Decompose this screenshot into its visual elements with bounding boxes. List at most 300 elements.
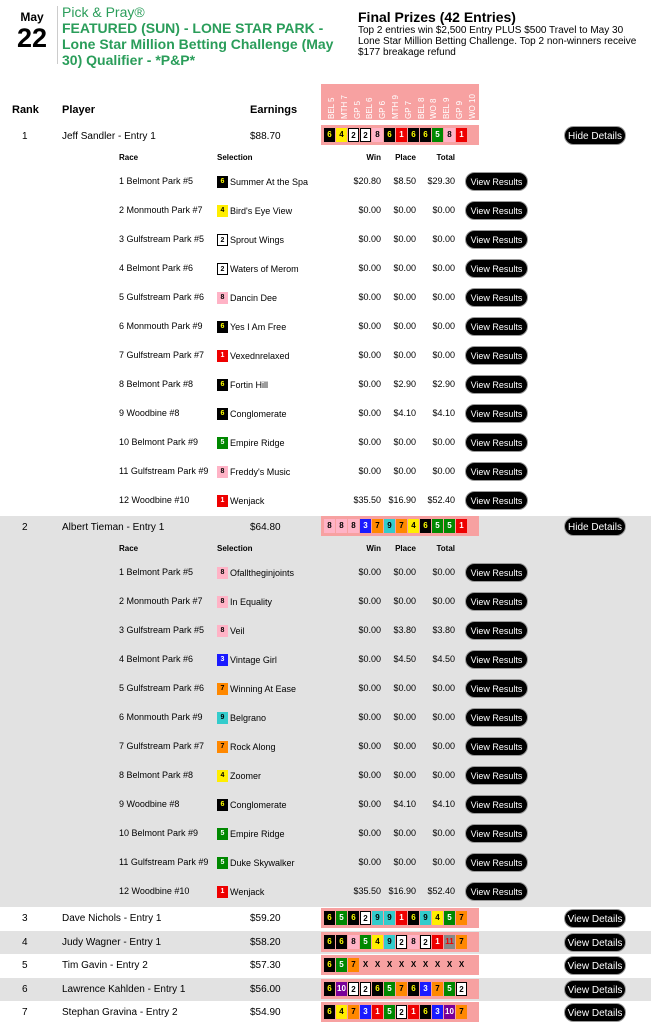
player-earnings: $57.30: [250, 960, 281, 971]
horse-name: Conglomerate: [230, 800, 287, 810]
race-name: 8 Belmont Park #8: [119, 379, 194, 389]
saddle-cloth-6: 6: [420, 519, 431, 533]
selection: [217, 437, 285, 449]
race-detail-row: [0, 703, 651, 732]
horse-name: Sprout Wings: [230, 235, 285, 245]
saddle-cloth-6: 6: [217, 379, 228, 391]
total-amount: $0.00: [432, 321, 455, 331]
race-header-8: [414, 84, 427, 120]
saddle-cloth-5: 5: [384, 982, 395, 996]
race-header-9: [426, 84, 439, 120]
saddle-cloth-9: 9: [217, 712, 228, 724]
selection: [217, 205, 292, 217]
saddle-cloth-6: 6: [408, 911, 419, 925]
total-amount: $0.00: [432, 205, 455, 215]
race-name: 7 Gulfstream Park #7: [119, 350, 205, 360]
saddle-cloth-1: 1: [456, 519, 467, 533]
race-header-label: BEL 5: [327, 97, 336, 119]
win-amount: $0.00: [358, 263, 381, 273]
leaderboard-row: [0, 931, 651, 954]
saddle-cloth-7: 7: [456, 1005, 467, 1019]
player-rank: 4: [22, 936, 28, 948]
race-detail-row: [0, 587, 651, 616]
hide-details-button[interactable]: Hide Details: [564, 517, 626, 536]
saddle-cloth-6: 6: [408, 128, 419, 142]
saddle-cloth-8: 8: [217, 292, 228, 304]
leaderboard-row: [0, 1001, 651, 1023]
selection: [217, 263, 299, 275]
race-detail-row: [0, 761, 651, 790]
race-header-label: BEL 8: [416, 97, 426, 119]
win-amount: $0.00: [358, 321, 381, 331]
total-amount: $0.00: [432, 712, 455, 722]
player-rank: 2: [22, 522, 28, 533]
saddle-cloth-1: 1: [396, 911, 407, 925]
win-amount: $0.00: [358, 654, 381, 664]
race-detail-row: [0, 196, 651, 225]
saddle-cloth-9: 9: [420, 911, 431, 925]
saddle-cloth-6: 6: [336, 935, 347, 949]
detail-header-total: Total: [436, 544, 455, 553]
player-block: [0, 125, 651, 516]
total-amount: $29.30: [427, 176, 455, 186]
race-header-label: WO 8: [429, 98, 439, 119]
earnings-header: Earnings: [250, 104, 298, 116]
view-results-button[interactable]: View Results: [465, 650, 528, 669]
horse-name: Wenjack: [230, 496, 265, 506]
saddle-cloth-2: 2: [360, 128, 371, 142]
race-name: 1 Belmont Park #5: [119, 567, 194, 577]
saddle-cloth-X: X: [420, 958, 431, 972]
place-amount: $0.00: [393, 205, 416, 215]
place-amount: $0.00: [393, 712, 416, 722]
detail-header-win: Win: [366, 544, 381, 553]
race-name: 10 Belmont Park #9: [119, 437, 199, 447]
race-detail-row: [0, 254, 651, 283]
leaderboard-row: [0, 907, 651, 930]
player-rank: 7: [22, 1007, 28, 1018]
place-amount: $0.00: [393, 828, 416, 838]
view-results-button[interactable]: View Results: [465, 824, 528, 843]
player-earnings: $64.80: [250, 522, 281, 533]
race-header-10: [439, 84, 452, 120]
saddle-cloth-X: X: [408, 958, 419, 972]
selection: [217, 292, 277, 304]
race-header-label: GP 5: [352, 100, 362, 119]
saddle-cloth-6: 6: [384, 128, 395, 142]
saddle-cloth-2: 2: [348, 128, 359, 142]
player-name: Judy Wagner - Entry 1: [62, 936, 162, 948]
horse-name: Winning At Ease: [230, 684, 297, 694]
saddle-cloth-6: 6: [372, 982, 383, 996]
saddle-cloth-1: 1: [408, 1005, 419, 1019]
saddle-cloth-5: 5: [336, 958, 347, 972]
total-amount: $0.00: [432, 683, 455, 693]
saddle-cloth-6: 6: [324, 982, 335, 996]
prize-title: Final Prizes (42 Entries): [358, 9, 516, 25]
saddle-cloth-8: 8: [444, 128, 455, 142]
player-earnings: $58.20: [250, 936, 281, 948]
view-results-button[interactable]: View Results: [465, 230, 528, 249]
saddle-cloth-X: X: [372, 958, 383, 972]
saddle-cloth-7: 7: [432, 982, 443, 996]
win-amount: $0.00: [358, 828, 381, 838]
race-name: 11 Gulfstream Park #9: [119, 857, 209, 867]
view-details-button[interactable]: View Details: [564, 1003, 626, 1022]
win-amount: $0.00: [358, 799, 381, 809]
race-name: 12 Woodbine #10: [119, 495, 190, 505]
view-results-button[interactable]: View Results: [465, 766, 528, 785]
saddle-cloth-7: 7: [348, 1005, 359, 1019]
saddle-cloth-6: 6: [420, 1005, 431, 1019]
place-amount: $0.00: [393, 770, 416, 780]
race-detail-row: [0, 312, 651, 341]
win-amount: $0.00: [358, 350, 381, 360]
saddle-cloth-1: 1: [372, 1005, 383, 1019]
saddle-cloth-1: 1: [217, 350, 228, 362]
race-detail-row: [0, 399, 651, 428]
saddle-cloth-5: 5: [432, 519, 443, 533]
place-amount: $0.00: [393, 234, 416, 244]
view-results-button[interactable]: View Results: [465, 433, 528, 452]
view-results-button[interactable]: View Results: [465, 259, 528, 278]
selection: [217, 567, 294, 579]
race-detail-row: [0, 732, 651, 761]
total-amount: $0.00: [432, 857, 455, 867]
total-amount: $0.00: [432, 567, 455, 577]
race-header-4: [362, 84, 375, 120]
saddle-cloth-X: X: [360, 958, 371, 972]
saddle-cloth-7: 7: [348, 958, 359, 972]
view-results-button[interactable]: View Results: [465, 462, 528, 481]
race-header-label: MTH 9: [391, 95, 400, 119]
horse-name: Dancin Dee: [230, 293, 278, 303]
place-amount: $4.10: [393, 408, 416, 418]
pick-strip: [321, 932, 479, 952]
race-detail-row: [0, 558, 651, 587]
race-header-label: WO 10: [467, 94, 477, 119]
horse-name: Fortin Hill: [230, 380, 269, 390]
place-amount: $0.00: [393, 437, 416, 447]
selection: [217, 741, 276, 753]
saddle-cloth-4: 4: [432, 911, 443, 925]
horse-name: Freddy's Music: [230, 467, 291, 477]
detail-header-selection: Selection: [217, 153, 253, 162]
total-amount: $0.00: [432, 596, 455, 606]
selection: [217, 350, 290, 362]
view-results-button[interactable]: View Results: [465, 563, 528, 582]
total-amount: $4.10: [432, 408, 455, 418]
view-results-button[interactable]: View Results: [465, 404, 528, 423]
total-amount: $0.00: [432, 741, 455, 751]
race-name: 9 Woodbine #8: [119, 799, 180, 809]
place-amount: $0.00: [393, 263, 416, 273]
saddle-cloth-5: 5: [217, 828, 228, 840]
leaderboard-row: [0, 978, 651, 1001]
player-name: Dave Nichols - Entry 1: [62, 913, 162, 924]
saddle-cloth-4: 4: [408, 519, 419, 533]
view-details-button[interactable]: View Details: [564, 909, 626, 928]
win-amount: $0.00: [358, 567, 381, 577]
selection: [217, 234, 284, 246]
place-amount: $0.00: [393, 683, 416, 693]
saddle-cloth-2: 2: [217, 234, 228, 246]
race-name: 7 Gulfstream Park #7: [119, 741, 205, 751]
win-amount: $0.00: [358, 625, 381, 635]
player-earnings: $88.70: [250, 131, 281, 142]
place-amount: $16.90: [388, 495, 416, 505]
saddle-cloth-4: 4: [336, 1005, 347, 1019]
race-name: 6 Monmouth Park #9: [119, 321, 203, 331]
race-name: 5 Gulfstream Park #6: [119, 683, 205, 693]
total-amount: $0.00: [432, 292, 455, 302]
saddle-cloth-11: 11: [444, 935, 455, 949]
player-rank: 6: [22, 983, 28, 995]
saddle-cloth-1: 1: [396, 128, 407, 142]
place-amount: $0.00: [393, 596, 416, 606]
win-amount: $0.00: [358, 683, 381, 693]
saddle-cloth-7: 7: [396, 982, 407, 996]
selection: [217, 886, 264, 898]
event-month: May: [20, 10, 44, 24]
total-amount: $0.00: [432, 770, 455, 780]
view-results-button[interactable]: View Results: [465, 621, 528, 640]
race-name: 8 Belmont Park #8: [119, 770, 194, 780]
race-name: 2 Monmouth Park #7: [119, 205, 203, 215]
race-name: 3 Gulfstream Park #5: [119, 625, 205, 635]
race-name: 3 Gulfstream Park #5: [119, 234, 205, 244]
selection: [217, 495, 264, 507]
win-amount: $20.80: [353, 176, 381, 186]
total-amount: $4.10: [432, 799, 455, 809]
total-amount: $4.50: [432, 654, 455, 664]
horse-name: Ofalltheginjoints: [230, 568, 295, 578]
total-amount: $0.00: [432, 466, 455, 476]
player-earnings: $54.90: [250, 1007, 281, 1018]
selection: [217, 321, 286, 333]
saddle-cloth-6: 6: [324, 958, 335, 972]
selection: [217, 770, 261, 782]
saddle-cloth-1: 1: [432, 935, 443, 949]
saddle-cloth-6: 6: [348, 911, 359, 925]
horse-name: Conglomerate: [230, 409, 287, 419]
saddle-cloth-5: 5: [444, 911, 455, 925]
view-results-button[interactable]: View Results: [465, 288, 528, 307]
player-name: Jeff Sandler - Entry 1: [62, 131, 156, 142]
race-detail-row: [0, 370, 651, 399]
total-amount: $0.00: [432, 263, 455, 273]
saddle-cloth-1: 1: [217, 495, 228, 507]
race-header-2: [337, 84, 350, 120]
race-header-6: [388, 84, 401, 120]
saddle-cloth-2: 2: [420, 935, 431, 949]
view-results-button[interactable]: View Results: [465, 853, 528, 872]
player-name: Albert Tieman - Entry 1: [62, 522, 165, 533]
place-amount: $0.00: [393, 857, 416, 867]
player-rank: 3: [22, 913, 28, 924]
saddle-cloth-9: 9: [384, 519, 395, 533]
place-amount: $0.00: [393, 350, 416, 360]
race-detail-row: [0, 819, 651, 848]
saddle-cloth-3: 3: [360, 519, 371, 533]
selection: [217, 176, 308, 188]
saddle-cloth-10: 10: [336, 982, 347, 996]
win-amount: $0.00: [358, 437, 381, 447]
race-header-1: [324, 84, 337, 120]
win-amount: $0.00: [358, 205, 381, 215]
saddle-cloth-6: 6: [324, 911, 335, 925]
win-amount: $0.00: [358, 408, 381, 418]
view-results-button[interactable]: View Results: [465, 737, 528, 756]
selection: [217, 596, 272, 608]
total-amount: $52.40: [427, 495, 455, 505]
saddle-cloth-8: 8: [217, 596, 228, 608]
view-results-button[interactable]: View Results: [465, 375, 528, 394]
saddle-cloth-7: 7: [456, 911, 467, 925]
win-amount: $0.00: [358, 292, 381, 302]
player-name: Lawrence Kahlden - Entry 1: [62, 983, 186, 995]
contest-subtitle: Pick & Pray®: [62, 4, 145, 20]
detail-header-place: Place: [395, 153, 416, 162]
race-header-5: [375, 84, 388, 120]
contest-title: [62, 4, 346, 68]
saddle-cloth-10: 10: [444, 1005, 455, 1019]
player-rank: 1: [22, 131, 28, 142]
saddle-cloth-8: 8: [324, 519, 335, 533]
saddle-cloth-8: 8: [372, 128, 383, 142]
selection: [217, 654, 277, 666]
horse-name: Yes I Am Free: [230, 322, 287, 332]
place-amount: $8.50: [393, 176, 416, 186]
win-amount: $35.50: [353, 495, 381, 505]
race-detail-row: [0, 486, 651, 515]
saddle-cloth-2: 2: [360, 911, 371, 925]
leaderboard-row: [0, 954, 651, 977]
view-results-button[interactable]: View Results: [465, 346, 528, 365]
saddle-cloth-X: X: [456, 958, 467, 972]
race-name: 11 Gulfstream Park #9: [119, 466, 209, 476]
race-detail-row: [0, 457, 651, 486]
horse-name: Zoomer: [230, 771, 262, 781]
race-name: 9 Woodbine #8: [119, 408, 180, 418]
saddle-cloth-1: 1: [456, 128, 467, 142]
win-amount: $0.00: [358, 741, 381, 751]
race-headers: [321, 84, 479, 120]
saddle-cloth-X: X: [444, 958, 455, 972]
total-amount: $0.00: [432, 234, 455, 244]
total-amount: $3.80: [432, 625, 455, 635]
player-header: Player: [62, 104, 96, 116]
win-amount: $0.00: [358, 379, 381, 389]
saddle-cloth-4: 4: [217, 205, 228, 217]
race-detail-row: [0, 167, 651, 196]
view-results-button[interactable]: View Results: [465, 795, 528, 814]
win-amount: $0.00: [358, 466, 381, 476]
selection: [217, 408, 287, 420]
race-detail-row: [0, 645, 651, 674]
saddle-cloth-4: 4: [372, 935, 383, 949]
player-name: Tim Gavin - Entry 2: [62, 960, 148, 971]
hide-details-button[interactable]: Hide Details: [564, 126, 626, 145]
selection: [217, 799, 287, 811]
saddle-cloth-X: X: [432, 958, 443, 972]
player-block: [0, 516, 651, 907]
saddle-cloth-5: 5: [336, 911, 347, 925]
view-results-button[interactable]: View Results: [465, 708, 528, 727]
view-results-button[interactable]: View Results: [465, 882, 528, 901]
view-details-button[interactable]: View Details: [564, 980, 626, 999]
place-amount: $4.10: [393, 799, 416, 809]
win-amount: $0.00: [358, 857, 381, 867]
race-header-label: MTH 7: [339, 95, 349, 119]
saddle-cloth-3: 3: [217, 654, 228, 666]
saddle-cloth-2: 2: [348, 982, 359, 996]
place-amount: $2.90: [393, 379, 416, 389]
pick-strip: [321, 125, 479, 145]
total-amount: $0.00: [432, 437, 455, 447]
saddle-cloth-5: 5: [360, 935, 371, 949]
place-amount: $0.00: [393, 292, 416, 302]
horse-name: In Equality: [230, 597, 273, 607]
saddle-cloth-8: 8: [217, 567, 228, 579]
saddle-cloth-4: 4: [336, 128, 347, 142]
horse-name: Duke Skywalker: [230, 858, 295, 868]
view-results-button[interactable]: View Results: [465, 317, 528, 336]
saddle-cloth-5: 5: [384, 1005, 395, 1019]
race-header-12: [465, 84, 478, 120]
horse-name: Empire Ridge: [230, 438, 285, 448]
pick-strip: [321, 1002, 479, 1022]
horse-name: Veil: [230, 626, 245, 636]
selection: [217, 466, 290, 478]
race-name: 10 Belmont Park #9: [119, 828, 199, 838]
total-amount: $2.90: [432, 379, 455, 389]
view-results-button[interactable]: View Results: [465, 679, 528, 698]
player-earnings: $59.20: [250, 913, 281, 924]
pick-strip: [321, 955, 479, 975]
saddle-cloth-9: 9: [372, 911, 383, 925]
race-detail-row: [0, 225, 651, 254]
race-detail-row: [0, 848, 651, 877]
selection: [217, 828, 285, 840]
race-name: 4 Belmont Park #6: [119, 263, 194, 273]
horse-name: Bird's Eye View: [230, 206, 293, 216]
view-results-button[interactable]: View Results: [465, 201, 528, 220]
saddle-cloth-9: 9: [384, 935, 395, 949]
detail-header-race: Race: [119, 153, 139, 162]
race-header-3: [350, 84, 363, 120]
saddle-cloth-8: 8: [336, 519, 347, 533]
view-results-button[interactable]: View Results: [465, 172, 528, 191]
win-amount: $0.00: [358, 770, 381, 780]
horse-name: Empire Ridge: [230, 829, 285, 839]
view-results-button[interactable]: View Results: [465, 491, 528, 510]
detail-header-win: Win: [366, 153, 381, 162]
view-details-button[interactable]: View Details: [564, 933, 626, 952]
place-amount: $16.90: [388, 886, 416, 896]
race-detail-row: [0, 616, 651, 645]
saddle-cloth-8: 8: [217, 625, 228, 637]
view-details-button[interactable]: View Details: [564, 956, 626, 975]
total-amount: $0.00: [432, 828, 455, 838]
race-header-label: GP 7: [403, 100, 413, 119]
view-results-button[interactable]: View Results: [465, 592, 528, 611]
detail-header-place: Place: [395, 544, 416, 553]
saddle-cloth-6: 6: [217, 176, 228, 188]
total-amount: $52.40: [427, 886, 455, 896]
horse-name: Summer At the Spa: [230, 177, 309, 187]
pick-strip: [321, 979, 479, 999]
